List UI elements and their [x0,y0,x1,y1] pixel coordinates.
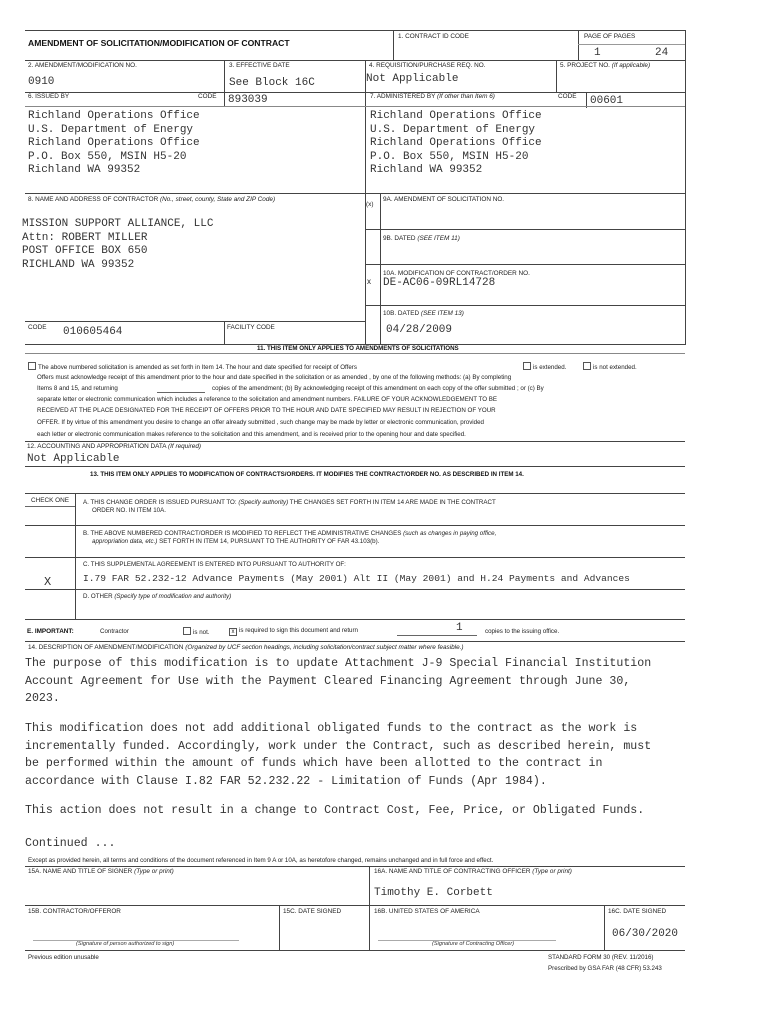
important-label: E. IMPORTANT: [27,628,74,635]
item-10a-value: DE-AC06-09RL14728 [383,277,496,289]
contractor-signature-caption: (Signature of person authorized to sign) [76,941,175,947]
item-13a-line-1: A. THIS CHANGE ORDER IS ISSUED PURSUANT TO: (Specify authority) THE CHANGES SET FORTH IN ITEM 14 ARE MADE IN THE CONTRACT [83,499,496,506]
solicitation-checkbox[interactable] [28,362,36,370]
amendment-no-label: 2. AMENDMENT/MODIFICATION NO. [28,62,137,69]
item-16c-label: 16C. DATE SIGNED [608,908,667,915]
item-13c-value: I.79 FAR 52.232-12 Advance Payments (May 2001) Alt II (May 2001) and H.24 Payments and Advances [83,573,630,584]
contractor-code-value: 010605464 [63,326,123,338]
administered-by-address: Richland Operations Office U.S. Department of Energy Richland Operations Office P.O. Box 550, MSIN H5-20 Richland WA 99352 [370,110,542,177]
item-9b-label: 9B. DATED (SEE ITEM 11) [383,235,460,242]
amendment-no-value: 0910 [28,76,55,88]
item-11-line-6: OFFER. If by virtue of this amendment you desire to change an offer already submitted , such change may be made by letter or electronic communication, provided [37,419,484,426]
contractor-address: MISSION SUPPORT ALLIANCE, LLC Attn: ROBERT MILLER POST OFFICE BOX 650 RICHLAND WA 99352 [22,218,214,271]
copies-tail: copies to the issuing office. [485,628,560,635]
item-11-line-3a: Items 8 and 15, and returning [37,385,118,392]
issued-code-label: CODE [198,93,217,100]
admin-code-label: CODE [558,93,577,100]
item-11-line-7: each letter or electronic communication makes reference to the solicitation and this amendment, and is received prior to the opening hour and date specified. [37,431,466,438]
check-one-label: CHECK ONE [31,497,69,504]
description-paragraph-1: The purpose of this modification is to update Attachment J-9 Special Financial Institution Account Agreement for Use with the Payment Cleared Financing Agreement through June 30, 2023. [25,657,652,705]
item-15a-label: 15A. NAME AND TITLE OF SIGNER (Type or print) [28,868,174,875]
item-13c-mark: X [44,575,52,589]
description-continued: Continued ... [25,837,116,850]
form-title: AMENDMENT OF SOLICITATION/MODIFICATION OF CONTRACT [28,38,290,48]
item-13b-line-1: B. THE ABOVE NUMBERED CONTRACT/ORDER IS MODIFIED TO REFLECT THE ADMINISTRATIVE CHANGES (such as changes in paying office, [83,530,497,537]
copies-count: 1 [456,622,463,634]
item-10a-mark: x [367,277,371,286]
except-clause: Except as provided herein, all terms and conditions of the document referenced in Item 9 A or 10A, as heretofore changed, remains unchanged and in full force and effect. [28,857,494,864]
is-not-option: is not. [183,627,210,636]
effective-date-value: See Block 16C [229,77,315,89]
project-no-label: 5. PROJECT NO. (If applicable) [560,62,651,69]
item-14-label: 14. DESCRIPTION OF AMENDMENT/MODIFICATION (Organized by UCF section headings, including solicitation/contract subject matter where feasible.) [28,644,464,651]
item-11-line-2: Offers must acknowledge receipt of this amendment prior to the hour and date specified in the solicitation or as amended , by one of the following methods: (a) By completing [37,374,512,381]
item-11-line-1: The above numbered solicitation is amended as set forth in Item 14. The hour and date specified for receipt of Offers [28,362,357,371]
is-required-checkbox[interactable]: x [229,628,237,636]
page-of-pages-label: PAGE OF PAGES [584,33,636,40]
item-10b-label: 10B. DATED (SEE ITEM 13) [383,310,464,317]
item-13c-line-1: C. THIS SUPPLEMENTAL AGREEMENT IS ENTERED INTO PURSUANT TO AUTHORITY OF: [83,561,346,568]
item-13a-line-2: ORDER NO. IN ITEM 10A. [92,507,166,514]
not-extended-option: is not extended. [583,362,637,371]
facility-code-label: FACILITY CODE [227,324,275,331]
description-paragraph-2: This modification does not add additional obligated funds to the contract as the work is incrementally funded. Accordingly, work under the Contract, such as described herein, must be performed within the amount of funds which have been allotted to the contract in accordance with Clause I.82 FAR 52.232.22 - Limitation of Funds (Apr 1984). [25,722,652,788]
extended-checkbox[interactable] [523,362,531,370]
contract-id-label: 1. CONTRACT ID CODE [398,33,469,40]
admin-code-value: 00601 [590,95,624,107]
item-10a-label: 10A. MODIFICATION OF CONTRACT/ORDER NO. [383,270,530,277]
item-12-label: 12. ACCOUNTING AND APPROPRIATION DATA (If required) [27,443,202,450]
item-11-line-5: RECEIVED AT THE PLACE DESIGNATED FOR THE RECEIPT OF OFFERS PRIOR TO THE HOUR AND DATE SPECIFIED MAY RESULT IN REJECTION OF YOUR [37,407,496,414]
previous-edition-note: Previous edition unusable [28,954,99,961]
item-16a-label: 16A. NAME AND TITLE OF CONTRACTING OFFICER (Type or print) [374,868,572,875]
item-13b-line-2: appropriation data, etc.) SET FORTH IN ITEM 14, PURSUANT TO THE AUTHORITY OF FAR 43.103(b). [92,538,380,545]
page-total: 24 [655,47,669,59]
contractor-label: 8. NAME AND ADDRESS OF CONTRACTOR (No., street, county, State and ZIP Code) [28,196,276,203]
item-16b-label: 16B. UNITED STATES OF AMERICA [374,908,480,915]
item-13-title: 13. THIS ITEM ONLY APPLIES TO MODIFICATION OF CONTRACTS/ORDERS. IT MODIFIES THE CONTRACT/ORDER NO. AS DESCRIBED IN ITEM 14. [90,471,524,478]
requisition-label: 4. REQUISITION/PURCHASE REQ. NO. [369,62,486,69]
item-9a-label: 9A. AMENDMENT OF SOLICITATION NO. [383,196,505,203]
prescribed-by-label: Prescribed by GSA FAR (48 CFR) 53.243 [548,965,662,972]
administered-by-label: 7. ADMINISTERED BY (If other than Item 6) [370,93,495,100]
top-border [25,30,685,31]
item-11-line-4: separate letter or electronic communication which includes a reference to the solicitation and amendment numbers. FAILURE OF YOUR ACKNOWLEDGEMENT TO BE [37,396,498,403]
officer-signature-caption: (Signature of Contracting Officer) [432,941,515,947]
issued-by-label: 6. ISSUED BY [28,93,70,100]
item-13d-line-1: D. OTHER (Specify type of modification and authority) [83,593,232,600]
page-number: 1 [594,47,601,59]
contractor-text: Contractor [100,628,129,635]
requisition-value: Not Applicable [366,73,459,85]
date-signed-16c: 06/30/2020 [612,928,679,940]
contractor-code-label: CODE [28,324,47,331]
description-paragraph-3: This action does not result in a change to Contract Cost, Fee, Price, or Obligated Funds. [25,804,645,817]
x-column-header: (x) [366,201,374,208]
right-border [685,30,686,345]
contracting-officer-name: Timothy E. Corbett [374,887,493,899]
item-10b-value: 04/28/2009 [386,324,453,336]
item-15b-label: 15B. CONTRACTOR/OFFEROR [28,908,121,915]
effective-date-label: 3. EFFECTIVE DATE [229,62,290,69]
extended-option: is extended. [523,362,566,371]
not-extended-checkbox[interactable] [583,362,591,370]
item-15c-label: 15C. DATE SIGNED [283,908,342,915]
item-12-value: Not Applicable [27,453,120,465]
is-not-checkbox[interactable] [183,627,191,635]
issued-code-value: 893039 [228,94,268,106]
item-11-line-3b: copies of the amendment; (b) By acknowledging receipt of this amendment on each copy of the offer submitted ; or (c) By [212,385,544,392]
is-required-option: x is required to sign this document and return [229,627,358,636]
issued-by-address: Richland Operations Office U.S. Department of Energy Richland Operations Office P.O. Box 550, MSIN H5-20 Richland WA 99352 [28,110,200,177]
standard-form-label: STANDARD FORM 30 (REV. 11/2016) [548,954,654,961]
item-11-title: 11. THIS ITEM ONLY APPLIES TO AMENDMENTS OF SOLICITATIONS [257,345,459,352]
